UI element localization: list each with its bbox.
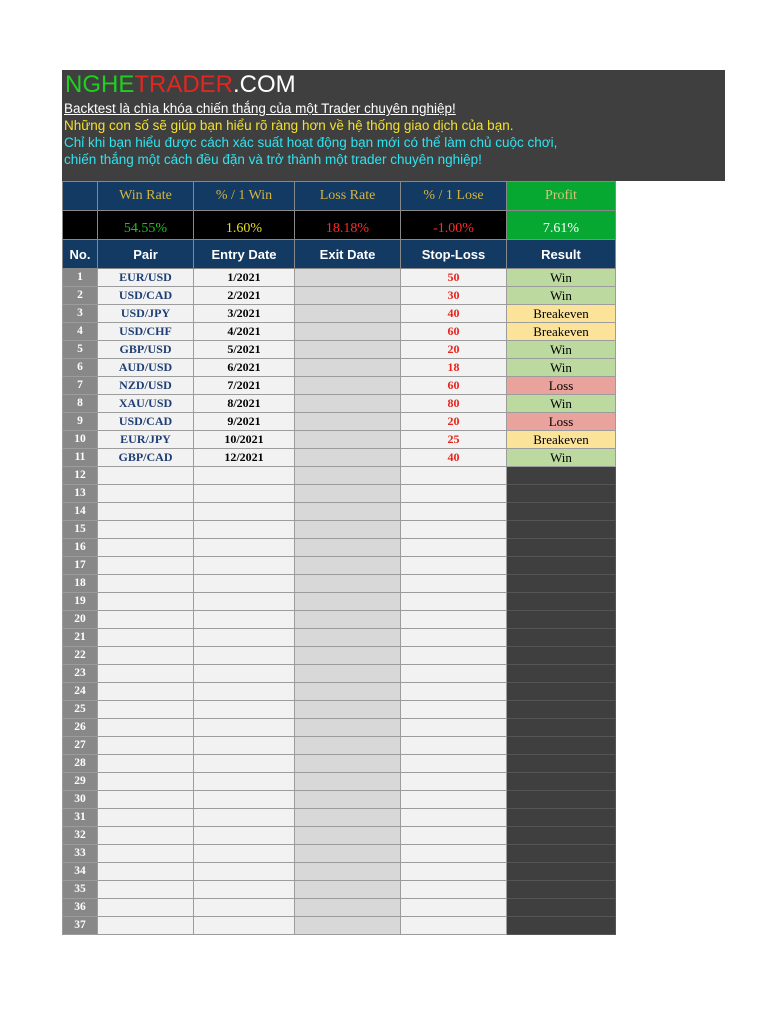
table-row <box>63 377 616 395</box>
exit-date-cell[interactable] <box>295 575 401 593</box>
table-row <box>63 521 616 539</box>
pair-cell[interactable] <box>98 647 194 665</box>
row-number-cell: 30 <box>63 791 98 809</box>
entry-date-cell[interactable] <box>194 503 295 521</box>
table-row <box>63 323 616 341</box>
result-cell[interactable]: Breakeven <box>507 305 616 323</box>
stop-loss-cell[interactable]: 80 <box>401 395 507 413</box>
exit-date-cell[interactable] <box>295 431 401 449</box>
col-header-entry-date: Entry Date <box>194 240 295 269</box>
stop-loss-cell[interactable]: 60 <box>401 323 507 341</box>
entry-date-cell[interactable] <box>194 539 295 557</box>
table-row <box>63 881 616 899</box>
pair-cell[interactable] <box>98 827 194 845</box>
table-row <box>63 341 616 359</box>
col-header-result: Result <box>507 240 616 269</box>
result-cell[interactable]: Breakeven <box>507 431 616 449</box>
exit-date-cell[interactable] <box>295 359 401 377</box>
result-cell[interactable]: Loss <box>507 413 616 431</box>
entry-date-cell[interactable] <box>194 647 295 665</box>
stats-spacer <box>63 182 98 211</box>
row-number-cell: 13 <box>63 485 98 503</box>
exit-date-cell[interactable] <box>295 629 401 647</box>
table-row <box>63 449 616 467</box>
col-header-pair: Pair <box>98 240 194 269</box>
result-cell[interactable] <box>507 467 616 485</box>
pct-per-lose-value: -1.00% <box>401 211 507 240</box>
row-number-cell: 32 <box>63 827 98 845</box>
pair-cell[interactable]: USD/CAD <box>98 413 194 431</box>
stop-loss-cell[interactable] <box>401 845 507 863</box>
table-row <box>63 611 616 629</box>
entry-date-cell[interactable]: 4/2021 <box>194 323 295 341</box>
row-number-cell: 27 <box>63 737 98 755</box>
entry-date-cell[interactable] <box>194 827 295 845</box>
entry-date-cell[interactable]: 3/2021 <box>194 305 295 323</box>
stop-loss-cell[interactable] <box>401 611 507 629</box>
result-cell[interactable] <box>507 917 616 935</box>
result-cell[interactable]: Win <box>507 341 616 359</box>
exit-date-cell[interactable] <box>295 521 401 539</box>
entry-date-cell[interactable] <box>194 701 295 719</box>
result-cell[interactable] <box>507 809 616 827</box>
result-cell[interactable] <box>507 719 616 737</box>
result-cell[interactable] <box>507 791 616 809</box>
result-cell[interactable]: Win <box>507 269 616 287</box>
result-cell[interactable] <box>507 575 616 593</box>
pair-cell[interactable] <box>98 899 194 917</box>
exit-date-cell[interactable] <box>295 377 401 395</box>
pair-cell[interactable] <box>98 611 194 629</box>
pair-cell[interactable] <box>98 503 194 521</box>
tagline-2: Những con số sẽ giúp bạn hiểu rõ ràng hơn về hệ thống giao dịch của bạn. <box>64 118 514 133</box>
table-row <box>63 485 616 503</box>
stop-loss-cell[interactable] <box>401 629 507 647</box>
table-row <box>63 791 616 809</box>
pair-cell[interactable]: USD/CAD <box>98 287 194 305</box>
entry-date-cell[interactable] <box>194 611 295 629</box>
pct-per-win-value: 1.60% <box>194 211 295 240</box>
table-row <box>63 719 616 737</box>
pair-cell[interactable] <box>98 629 194 647</box>
pair-cell[interactable] <box>98 467 194 485</box>
pair-cell[interactable] <box>98 845 194 863</box>
table-row <box>63 737 616 755</box>
col-header-exit-date: Exit Date <box>295 240 401 269</box>
stop-loss-cell[interactable] <box>401 917 507 935</box>
stop-loss-cell[interactable]: 25 <box>401 431 507 449</box>
exit-date-cell[interactable] <box>295 539 401 557</box>
result-cell[interactable] <box>507 863 616 881</box>
row-number-cell: 21 <box>63 629 98 647</box>
row-number-cell: 16 <box>63 539 98 557</box>
exit-date-cell[interactable] <box>295 395 401 413</box>
stop-loss-cell[interactable] <box>401 503 507 521</box>
row-number-cell: 22 <box>63 647 98 665</box>
stop-loss-cell[interactable]: 30 <box>401 287 507 305</box>
row-number-cell: 29 <box>63 773 98 791</box>
stop-loss-cell[interactable] <box>401 719 507 737</box>
result-cell[interactable] <box>507 683 616 701</box>
result-cell[interactable]: Breakeven <box>507 323 616 341</box>
entry-date-cell[interactable] <box>194 575 295 593</box>
row-number-cell: 12 <box>63 467 98 485</box>
exit-date-cell[interactable] <box>295 755 401 773</box>
row-number-cell: 15 <box>63 521 98 539</box>
stop-loss-cell[interactable]: 60 <box>401 377 507 395</box>
result-cell[interactable] <box>507 827 616 845</box>
table-row <box>63 557 616 575</box>
table-row <box>63 359 616 377</box>
backtest-table <box>62 239 616 935</box>
row-number-cell: 14 <box>63 503 98 521</box>
table-row <box>63 467 616 485</box>
pair-cell[interactable] <box>98 683 194 701</box>
stop-loss-cell[interactable] <box>401 737 507 755</box>
entry-date-cell[interactable]: 9/2021 <box>194 413 295 431</box>
pair-cell[interactable] <box>98 539 194 557</box>
row-number-cell: 3 <box>63 305 98 323</box>
tagline-1: Backtest là chìa khóa chiến thắng của một Trader chuyên nghiệp! <box>64 101 456 116</box>
win-rate-value: 54.55% <box>98 211 194 240</box>
table-row <box>63 665 616 683</box>
entry-date-cell[interactable]: 2/2021 <box>194 287 295 305</box>
table-row <box>63 593 616 611</box>
table-row <box>63 395 616 413</box>
row-number-cell: 4 <box>63 323 98 341</box>
row-number-cell: 19 <box>63 593 98 611</box>
table-row <box>63 899 616 917</box>
exit-date-cell[interactable] <box>295 593 401 611</box>
pair-cell[interactable] <box>98 773 194 791</box>
result-cell[interactable] <box>507 737 616 755</box>
row-number-cell: 2 <box>63 287 98 305</box>
table-row <box>63 575 616 593</box>
exit-date-cell[interactable] <box>295 719 401 737</box>
result-cell[interactable]: Loss <box>507 377 616 395</box>
entry-date-cell[interactable] <box>194 593 295 611</box>
exit-date-cell[interactable] <box>295 611 401 629</box>
entry-date-cell[interactable] <box>194 521 295 539</box>
pair-cell[interactable] <box>98 575 194 593</box>
entry-date-cell[interactable] <box>194 755 295 773</box>
result-cell[interactable] <box>507 881 616 899</box>
pair-cell[interactable] <box>98 719 194 737</box>
entry-date-cell[interactable]: 8/2021 <box>194 395 295 413</box>
pair-cell[interactable] <box>98 863 194 881</box>
logo-part-nghe: NGHE <box>65 71 135 98</box>
exit-date-cell[interactable] <box>295 773 401 791</box>
exit-date-cell[interactable] <box>295 287 401 305</box>
entry-date-cell[interactable]: 5/2021 <box>194 341 295 359</box>
entry-date-cell[interactable] <box>194 899 295 917</box>
entry-date-cell[interactable] <box>194 773 295 791</box>
exit-date-cell[interactable] <box>295 323 401 341</box>
result-cell[interactable] <box>507 845 616 863</box>
table-row <box>63 863 616 881</box>
stop-loss-cell[interactable]: 40 <box>401 305 507 323</box>
row-number-cell: 7 <box>63 377 98 395</box>
table-row <box>63 305 616 323</box>
entry-date-cell[interactable] <box>194 863 295 881</box>
pair-cell[interactable] <box>98 593 194 611</box>
table-row <box>63 917 616 935</box>
entry-date-cell[interactable] <box>194 557 295 575</box>
entry-date-cell[interactable] <box>194 719 295 737</box>
result-cell[interactable] <box>507 701 616 719</box>
pair-cell[interactable]: EUR/JPY <box>98 431 194 449</box>
exit-date-cell[interactable] <box>295 683 401 701</box>
row-number-cell: 36 <box>63 899 98 917</box>
entry-date-cell[interactable] <box>194 737 295 755</box>
stop-loss-cell[interactable] <box>401 665 507 683</box>
entry-date-cell[interactable]: 7/2021 <box>194 377 295 395</box>
pct-per-win-label: % / 1 Win <box>194 182 295 211</box>
stop-loss-cell[interactable] <box>401 863 507 881</box>
stats-table <box>62 181 616 240</box>
entry-date-cell[interactable] <box>194 467 295 485</box>
row-number-cell: 18 <box>63 575 98 593</box>
stop-loss-cell[interactable] <box>401 881 507 899</box>
entry-date-cell[interactable] <box>194 665 295 683</box>
result-cell[interactable] <box>507 521 616 539</box>
table-row <box>63 539 616 557</box>
exit-date-cell[interactable] <box>295 809 401 827</box>
pair-cell[interactable] <box>98 665 194 683</box>
pct-per-lose-label: % / 1 Lose <box>401 182 507 211</box>
row-number-cell: 33 <box>63 845 98 863</box>
exit-date-cell[interactable] <box>295 305 401 323</box>
stop-loss-cell[interactable] <box>401 701 507 719</box>
logo-part-trader: TRADER <box>134 71 234 98</box>
entry-date-cell[interactable]: 6/2021 <box>194 359 295 377</box>
table-row <box>63 845 616 863</box>
pair-cell[interactable] <box>98 791 194 809</box>
exit-date-cell[interactable] <box>295 647 401 665</box>
result-cell[interactable] <box>507 755 616 773</box>
entry-date-cell[interactable] <box>194 917 295 935</box>
exit-date-cell[interactable] <box>295 341 401 359</box>
stop-loss-cell[interactable] <box>401 485 507 503</box>
table-row <box>63 647 616 665</box>
result-cell[interactable] <box>507 773 616 791</box>
stats-spacer <box>63 211 98 240</box>
row-number-cell: 24 <box>63 683 98 701</box>
row-number-cell: 37 <box>63 917 98 935</box>
profit-value: 7.61% <box>507 211 616 240</box>
pair-cell[interactable] <box>98 755 194 773</box>
entry-date-cell[interactable] <box>194 485 295 503</box>
profit-label: Profit <box>507 182 616 211</box>
pair-cell[interactable] <box>98 485 194 503</box>
exit-date-cell[interactable] <box>295 665 401 683</box>
result-cell[interactable] <box>507 899 616 917</box>
row-number-cell: 23 <box>63 665 98 683</box>
pair-cell[interactable]: AUD/USD <box>98 359 194 377</box>
entry-date-cell[interactable] <box>194 845 295 863</box>
exit-date-cell[interactable] <box>295 413 401 431</box>
stop-loss-cell[interactable] <box>401 539 507 557</box>
result-cell[interactable] <box>507 647 616 665</box>
pair-cell[interactable] <box>98 881 194 899</box>
exit-date-cell[interactable] <box>295 449 401 467</box>
exit-date-cell[interactable] <box>295 503 401 521</box>
pair-cell[interactable]: USD/JPY <box>98 305 194 323</box>
site-logo[interactable] <box>65 71 296 99</box>
result-cell[interactable] <box>507 503 616 521</box>
pair-cell[interactable] <box>98 557 194 575</box>
row-number-cell: 31 <box>63 809 98 827</box>
table-row <box>63 827 616 845</box>
table-header-row <box>63 240 616 269</box>
table-row <box>63 701 616 719</box>
exit-date-cell[interactable] <box>295 917 401 935</box>
exit-date-cell[interactable] <box>295 881 401 899</box>
entry-date-cell[interactable]: 12/2021 <box>194 449 295 467</box>
stop-loss-cell[interactable] <box>401 827 507 845</box>
win-rate-label: Win Rate <box>98 182 194 211</box>
result-cell[interactable] <box>507 593 616 611</box>
stop-loss-cell[interactable] <box>401 791 507 809</box>
pair-cell[interactable]: EUR/USD <box>98 269 194 287</box>
exit-date-cell[interactable] <box>295 737 401 755</box>
loss-rate-label: Loss Rate <box>295 182 401 211</box>
entry-date-cell[interactable]: 1/2021 <box>194 269 295 287</box>
result-cell[interactable] <box>507 611 616 629</box>
row-number-cell: 28 <box>63 755 98 773</box>
pair-cell[interactable] <box>98 701 194 719</box>
entry-date-cell[interactable] <box>194 809 295 827</box>
exit-date-cell[interactable] <box>295 899 401 917</box>
row-number-cell: 25 <box>63 701 98 719</box>
row-number-cell: 10 <box>63 431 98 449</box>
exit-date-cell[interactable] <box>295 845 401 863</box>
entry-date-cell[interactable] <box>194 683 295 701</box>
exit-date-cell[interactable] <box>295 485 401 503</box>
result-cell[interactable] <box>507 557 616 575</box>
exit-date-cell[interactable] <box>295 701 401 719</box>
table-row <box>63 809 616 827</box>
stop-loss-cell[interactable] <box>401 557 507 575</box>
stop-loss-cell[interactable]: 40 <box>401 449 507 467</box>
entry-date-cell[interactable]: 10/2021 <box>194 431 295 449</box>
col-header-stop-loss: Stop-Loss <box>401 240 507 269</box>
stop-loss-cell[interactable] <box>401 467 507 485</box>
loss-rate-value: 18.18% <box>295 211 401 240</box>
table-row <box>63 773 616 791</box>
result-cell[interactable] <box>507 665 616 683</box>
row-number-cell: 20 <box>63 611 98 629</box>
exit-date-cell[interactable] <box>295 827 401 845</box>
row-number-cell: 35 <box>63 881 98 899</box>
row-number-cell: 17 <box>63 557 98 575</box>
tagline-4: chiến thắng một cách đều đặn và trở thành một trader chuyên nghiệp! <box>64 152 482 167</box>
table-row <box>63 755 616 773</box>
stop-loss-cell[interactable] <box>401 647 507 665</box>
exit-date-cell[interactable] <box>295 269 401 287</box>
pair-cell[interactable] <box>98 917 194 935</box>
row-number-cell: 1 <box>63 269 98 287</box>
stop-loss-cell[interactable] <box>401 773 507 791</box>
entry-date-cell[interactable] <box>194 881 295 899</box>
stop-loss-cell[interactable] <box>401 521 507 539</box>
exit-date-cell[interactable] <box>295 791 401 809</box>
pair-cell[interactable]: USD/CHF <box>98 323 194 341</box>
exit-date-cell[interactable] <box>295 557 401 575</box>
row-number-cell: 26 <box>63 719 98 737</box>
entry-date-cell[interactable] <box>194 629 295 647</box>
pair-cell[interactable] <box>98 737 194 755</box>
pair-cell[interactable]: NZD/USD <box>98 377 194 395</box>
stop-loss-cell[interactable]: 20 <box>401 341 507 359</box>
exit-date-cell[interactable] <box>295 863 401 881</box>
stop-loss-cell[interactable] <box>401 809 507 827</box>
stop-loss-cell[interactable] <box>401 593 507 611</box>
entry-date-cell[interactable] <box>194 791 295 809</box>
row-number-cell: 9 <box>63 413 98 431</box>
row-number-cell: 5 <box>63 341 98 359</box>
pair-cell[interactable]: GBP/CAD <box>98 449 194 467</box>
pair-cell[interactable]: GBP/USD <box>98 341 194 359</box>
stop-loss-cell[interactable]: 50 <box>401 269 507 287</box>
result-cell[interactable] <box>507 539 616 557</box>
stop-loss-cell[interactable] <box>401 755 507 773</box>
pair-cell[interactable] <box>98 809 194 827</box>
logo-part-com: .COM <box>233 71 296 98</box>
result-cell[interactable] <box>507 485 616 503</box>
table-row <box>63 269 616 287</box>
result-cell[interactable]: Win <box>507 359 616 377</box>
stop-loss-cell[interactable] <box>401 899 507 917</box>
col-header-no: No. <box>63 240 98 269</box>
row-number-cell: 6 <box>63 359 98 377</box>
table-row <box>63 629 616 647</box>
result-cell[interactable]: Win <box>507 449 616 467</box>
exit-date-cell[interactable] <box>295 467 401 485</box>
table-row <box>63 683 616 701</box>
row-number-cell: 11 <box>63 449 98 467</box>
table-row <box>63 287 616 305</box>
table-row <box>63 431 616 449</box>
pair-cell[interactable]: XAU/USD <box>98 395 194 413</box>
result-cell[interactable]: Win <box>507 395 616 413</box>
row-number-cell: 34 <box>63 863 98 881</box>
stop-loss-cell[interactable]: 18 <box>401 359 507 377</box>
tagline-3: Chỉ khi bạn hiểu được cách xác suất hoạt động bạn mới có thể làm chủ cuộc chơi, <box>64 135 558 150</box>
result-cell[interactable] <box>507 629 616 647</box>
stop-loss-cell[interactable] <box>401 575 507 593</box>
pair-cell[interactable] <box>98 521 194 539</box>
stop-loss-cell[interactable] <box>401 683 507 701</box>
row-number-cell: 8 <box>63 395 98 413</box>
table-row <box>63 413 616 431</box>
result-cell[interactable]: Win <box>507 287 616 305</box>
stop-loss-cell[interactable]: 20 <box>401 413 507 431</box>
table-row <box>63 503 616 521</box>
